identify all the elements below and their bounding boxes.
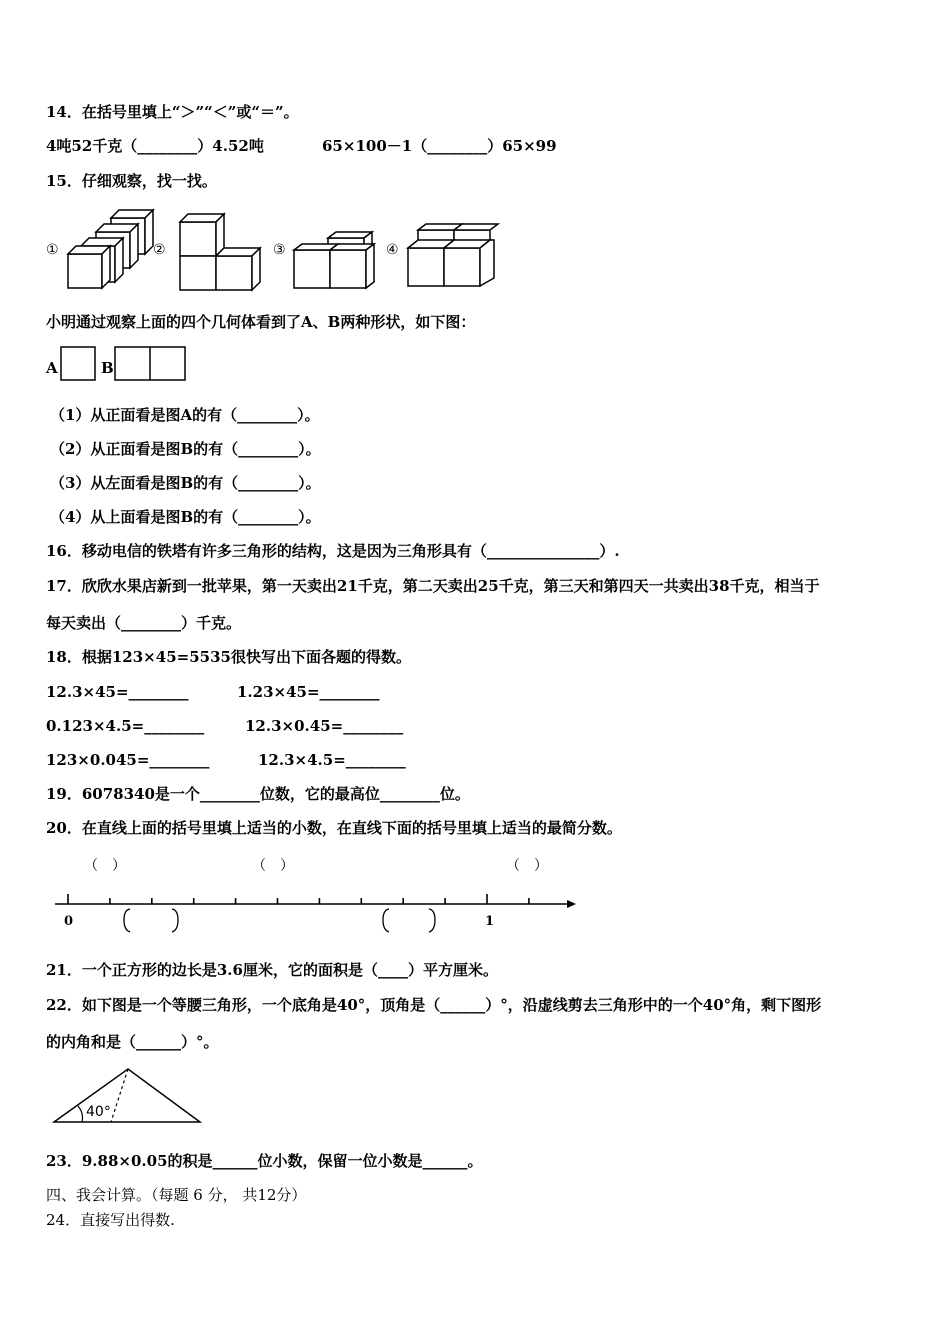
q18-title: 18．根据123×45=5535很快写出下面各题的得数。 [46, 648, 411, 666]
q18-row-1-left: 12.3×45=________ [46, 683, 189, 701]
shape-a-square [60, 346, 98, 382]
q18-row-2-left: 0.123×4.5=________ [46, 717, 205, 735]
solid-1-label: ① [46, 242, 59, 258]
q19-text: 19．6078340是一个________位数，它的最高位________位。 [46, 785, 470, 803]
shape-a-label: A [46, 359, 58, 377]
q18-row-3-left: 123×0.045=________ [46, 751, 210, 769]
solid-2-label: ② [153, 242, 166, 258]
number-line-top-paren-1: （ ） [84, 858, 126, 874]
q15-item-2: （2）从正面看是图B的有（________）。 [50, 440, 321, 458]
shape-b-rectangle [114, 346, 188, 382]
q16-text: 16．移动电信的铁塔有许多三角形的结构，这是因为三角形具有（_______________）. [46, 542, 620, 560]
q17-line-2: 每天卖出（________）千克。 [46, 614, 242, 632]
q18-row-3-right: 12.3×4.5=________ [258, 751, 406, 769]
number-line-top-paren-3: （ ） [506, 858, 548, 874]
q14-right: 65×100－1（________）65×99 [322, 137, 557, 155]
q23-text: 23．9.88×0.05的积是______位小数，保留一位小数是______。 [46, 1152, 483, 1170]
q22-line-2: 的内角和是（______）°。 [46, 1033, 219, 1051]
q18-row-1-right: 1.23×45=________ [237, 683, 380, 701]
q18-row-2-right: 12.3×0.45=________ [245, 717, 404, 735]
q15-title: 15．仔细观察，找一找。 [46, 172, 217, 190]
q21-text: 21．一个正方形的边长是3.6厘米，它的面积是（____）平方厘米。 [46, 961, 498, 979]
solid-4-label: ④ [386, 242, 399, 258]
number-line-top-paren-2: （ ） [252, 858, 294, 874]
number-line-one: 1 [485, 914, 495, 929]
q24-text: 24．直接写出得数. [46, 1211, 175, 1229]
q14-title: 14．在括号里填上“＞”“＜”或“＝”。 [46, 103, 299, 121]
isosceles-triangle [52, 1066, 204, 1126]
shape-b-label: B [101, 359, 114, 377]
triangle-angle-label: 40° [86, 1104, 111, 1120]
cube-solid-1 [66, 206, 152, 290]
cube-solid-2 [176, 210, 266, 292]
cube-solid-4 [406, 226, 498, 292]
q20-title: 20．在直线上面的括号里填上适当的小数，在直线下面的括号里填上适当的最简分数。 [46, 819, 622, 837]
number-line-zero: 0 [64, 914, 74, 929]
q15-item-4: （4）从上面看是图B的有（________）。 [50, 508, 321, 526]
q14-left: 4吨52千克（________）4.52吨 [46, 137, 264, 155]
q22-line-1: 22．如下图是一个等腰三角形，一个底角是40°，顶角是（______）°，沿虚线剪去三角形中的一个40°角，剩下图形 [46, 996, 822, 1014]
solid-3-label: ③ [273, 242, 286, 258]
cube-solid-3 [292, 234, 376, 292]
number-line [52, 884, 580, 936]
q15-item-1: （1）从正面看是图A的有（________）。 [50, 406, 320, 424]
q15-item-3: （3）从左面看是图B的有（________）。 [50, 474, 321, 492]
section-4-heading: 四、我会计算。（每题 6 分， 共12分） [46, 1186, 307, 1204]
q17-line-1: 17．欣欣水果店新到一批苹果，第一天卖出21千克，第二天卖出25千克，第三天和第四天一共卖出38千克，相当于 [46, 577, 820, 595]
q15-intro: 小明通过观察上面的四个几何体看到了A、B两种形状，如下图： [46, 313, 476, 331]
